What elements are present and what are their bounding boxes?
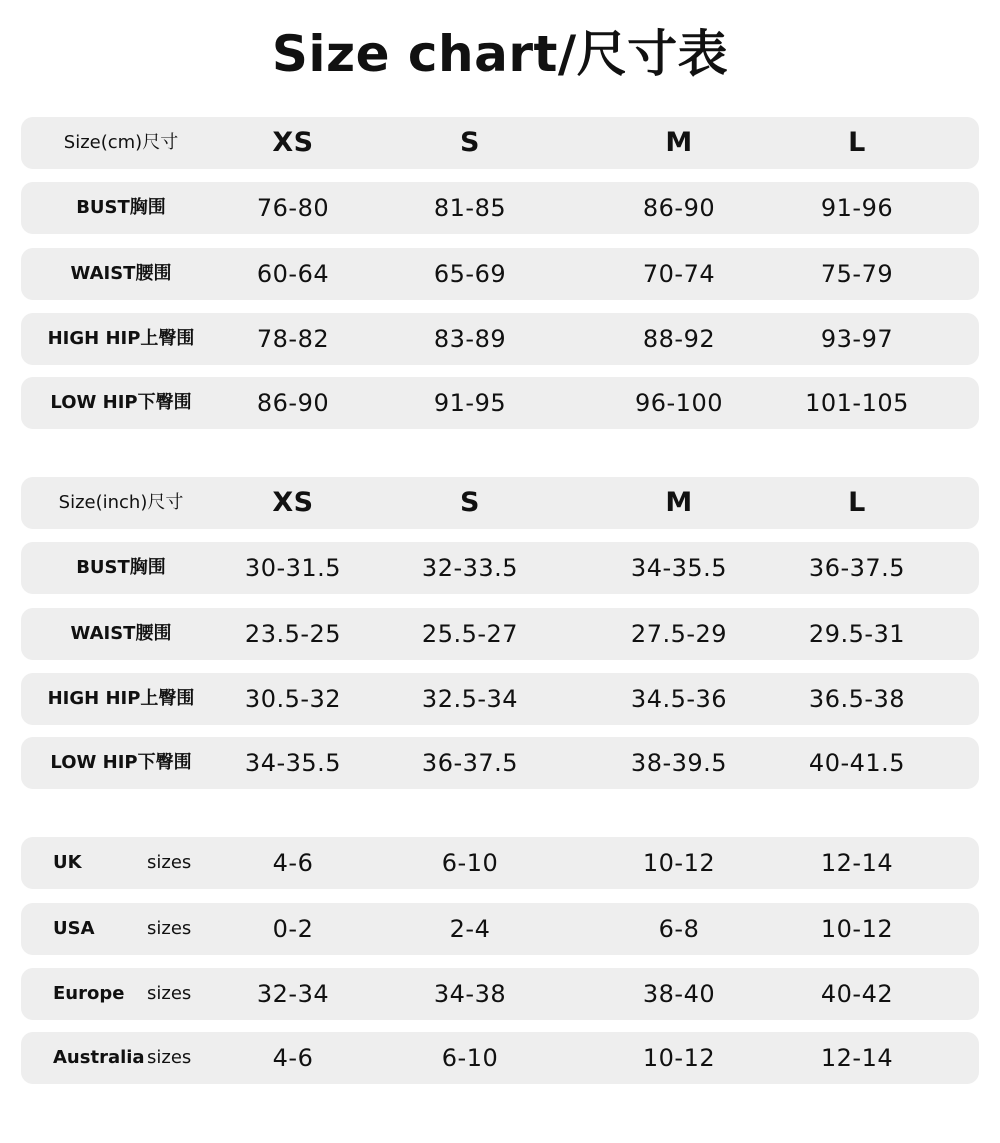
sizes-label: sizes xyxy=(147,983,192,1004)
cm-row-high-hip xyxy=(21,313,979,365)
row-label: LOW HIP下臀围 xyxy=(50,392,192,413)
country-label: USA xyxy=(53,918,95,939)
value-cell: 34.5-36 xyxy=(630,685,728,713)
value-cell: 25.5-27 xyxy=(421,620,519,648)
value-cell: 34-35.5 xyxy=(630,554,728,582)
value-cell: 0-2 xyxy=(272,915,314,943)
value-cell: 4-6 xyxy=(272,849,314,877)
value-cell: 23.5-25 xyxy=(244,620,342,648)
cm-row-low-hip xyxy=(21,377,979,429)
value-cell: 12-14 xyxy=(820,1044,894,1072)
value-cell: 101-105 xyxy=(805,389,909,417)
row-label: HIGH HIP上臀围 xyxy=(47,688,195,709)
value-cell: 78-82 xyxy=(256,325,330,353)
value-cell: 40-42 xyxy=(820,980,894,1008)
value-cell: 75-79 xyxy=(820,260,894,288)
value-cell: 86-90 xyxy=(642,194,716,222)
row-label: HIGH HIP上臀围 xyxy=(47,328,195,349)
country-label: Europe xyxy=(53,983,125,1004)
value-cell: 32-34 xyxy=(256,980,330,1008)
value-cell: 10-12 xyxy=(820,915,894,943)
country-label: Australia xyxy=(53,1047,145,1068)
cm-row-bust xyxy=(21,182,979,234)
value-cell: 6-10 xyxy=(441,849,499,877)
value-cell: 32-33.5 xyxy=(421,554,519,582)
value-cell: 30.5-32 xyxy=(244,685,342,713)
value-cell: 6-8 xyxy=(658,915,700,943)
value-cell: 65-69 xyxy=(433,260,507,288)
value-cell: 4-6 xyxy=(272,1044,314,1072)
conversion-row-australia xyxy=(21,1032,979,1084)
value-cell: 60-64 xyxy=(256,260,330,288)
inch-row-low-hip xyxy=(21,737,979,789)
conversion-row-europe xyxy=(21,968,979,1020)
cm-header-label: Size(cm)尺寸 xyxy=(63,132,179,153)
value-cell: 40-41.5 xyxy=(808,749,906,777)
value-cell: 91-95 xyxy=(433,389,507,417)
value-cell: 76-80 xyxy=(256,194,330,222)
value-cell: 38-39.5 xyxy=(630,749,728,777)
size-m-header: M xyxy=(665,127,693,158)
row-label: WAIST腰围 xyxy=(70,263,172,284)
cm-header-row xyxy=(21,117,979,169)
value-cell: 29.5-31 xyxy=(808,620,906,648)
value-cell: 91-96 xyxy=(820,194,894,222)
inch-row-bust xyxy=(21,542,979,594)
value-cell: 83-89 xyxy=(433,325,507,353)
size-s-header: S xyxy=(460,487,480,518)
value-cell: 93-97 xyxy=(820,325,894,353)
row-label: BUST胸围 xyxy=(76,197,166,218)
value-cell: 86-90 xyxy=(256,389,330,417)
conversion-row-usa xyxy=(21,903,979,955)
size-xs-header: XS xyxy=(272,127,314,158)
value-cell: 34-38 xyxy=(433,980,507,1008)
inch-row-waist xyxy=(21,608,979,660)
value-cell: 32.5-34 xyxy=(421,685,519,713)
value-cell: 36-37.5 xyxy=(808,554,906,582)
size-l-header: L xyxy=(848,487,866,518)
value-cell: 10-12 xyxy=(642,1044,716,1072)
value-cell: 36-37.5 xyxy=(421,749,519,777)
cm-row-waist xyxy=(21,248,979,300)
inch-row-high-hip xyxy=(21,673,979,725)
conversion-row-uk xyxy=(21,837,979,889)
value-cell: 36.5-38 xyxy=(808,685,906,713)
value-cell: 88-92 xyxy=(642,325,716,353)
value-cell: 96-100 xyxy=(634,389,723,417)
inch-header-label: Size(inch)尺寸 xyxy=(58,492,184,513)
sizes-label: sizes xyxy=(147,918,192,939)
size-s-header: S xyxy=(460,127,480,158)
sizes-label: sizes xyxy=(147,1047,192,1068)
value-cell: 12-14 xyxy=(820,849,894,877)
value-cell: 27.5-29 xyxy=(630,620,728,648)
page-title: Size chart/尺寸表 xyxy=(271,25,729,83)
inch-header-row xyxy=(21,477,979,529)
value-cell: 70-74 xyxy=(642,260,716,288)
value-cell: 34-35.5 xyxy=(244,749,342,777)
value-cell: 30-31.5 xyxy=(244,554,342,582)
value-cell: 2-4 xyxy=(449,915,491,943)
row-label: WAIST腰围 xyxy=(70,623,172,644)
country-label: UK xyxy=(53,852,82,873)
value-cell: 6-10 xyxy=(441,1044,499,1072)
row-label: BUST胸围 xyxy=(76,557,166,578)
size-m-header: M xyxy=(665,487,693,518)
sizes-label: sizes xyxy=(147,852,192,873)
size-l-header: L xyxy=(848,127,866,158)
row-label: LOW HIP下臀围 xyxy=(50,752,192,773)
size-xs-header: XS xyxy=(272,487,314,518)
value-cell: 81-85 xyxy=(433,194,507,222)
value-cell: 38-40 xyxy=(642,980,716,1008)
value-cell: 10-12 xyxy=(642,849,716,877)
